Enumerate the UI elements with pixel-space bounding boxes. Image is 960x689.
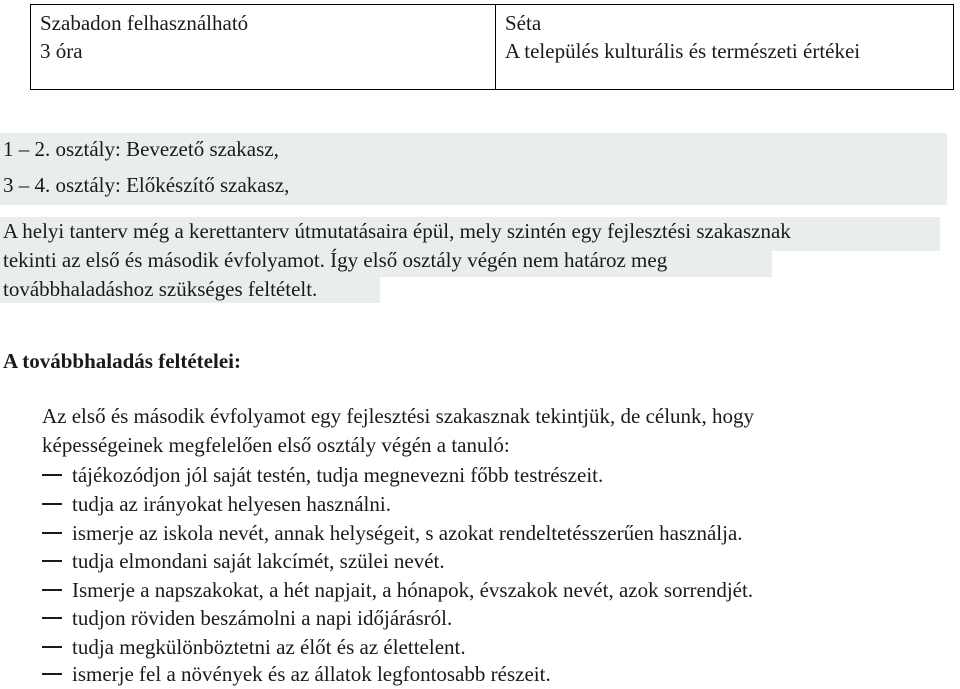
section-heading: A továbbhaladás feltételei: [3,349,241,373]
header-cell-right [496,5,953,89]
header-cell-left [31,5,496,89]
list-item-text: ismerje fel a növények és az állatok legfontosabb részeit. [72,662,551,686]
header-left-line1: Szabadon felhasználható [40,11,249,35]
header-left-line2: 3 óra [40,39,83,63]
list-item-text: tájékozódjon jól saját testén, tudja megnevezni főbb testrészeit. [72,463,604,487]
list-item-text: tudjon röviden beszámolni a napi időjárásról. [72,606,453,630]
paragraph-line-1: Az első és második évfolyamot egy fejlesztési szakasznak tekintjük, de célunk, hogy [42,404,755,428]
dash-bullet-icon [42,617,62,619]
dash-bullet-icon [42,560,62,562]
intro-line-3: továbbhaladáshoz szükséges feltételt. [3,277,318,301]
dash-bullet-icon [42,532,62,534]
stage-line-1: 1 – 2. osztály: Bevezető szakasz, [3,137,279,161]
header-right-line2: A település kulturális és természeti értékei [505,39,861,63]
intro-line-1: A helyi tanterv még a kerettanterv útmutatásaira épül, mely szintén egy fejlesztési szakasznak [3,219,791,243]
header-table [30,4,954,90]
dash-bullet-icon [42,673,62,675]
dash-bullet-icon [42,589,62,591]
paragraph-line-2: képességeinek megfelelően első osztály végén a tanuló: [42,433,510,457]
list-item-text: Ismerje a napszakokat, a hét napjait, a hónapok, évszakok nevét, azok sorrendjét. [72,578,754,602]
stage-line-2: 3 – 4. osztály: Előkészítő szakasz, [3,173,290,197]
list-item-text: tudja az irányokat helyesen használni. [72,492,391,516]
dash-bullet-icon [42,474,62,476]
intro-line-2: tekinti az első és második évfolyamot. Így első osztály végén nem határoz meg [3,248,668,272]
list-item-text: tudja megkülönböztetni az élőt és az élettelent. [72,635,466,659]
header-right-line1: Séta [505,11,542,35]
dash-bullet-icon [42,646,62,648]
list-item-text: ismerje az iskola nevét, annak helységeit, s azokat rendeltetésszerűen használja. [72,521,743,545]
list-item-text: tudja elmondani saját lakcímét, szülei nevét. [72,549,445,573]
dash-bullet-icon [42,503,62,505]
